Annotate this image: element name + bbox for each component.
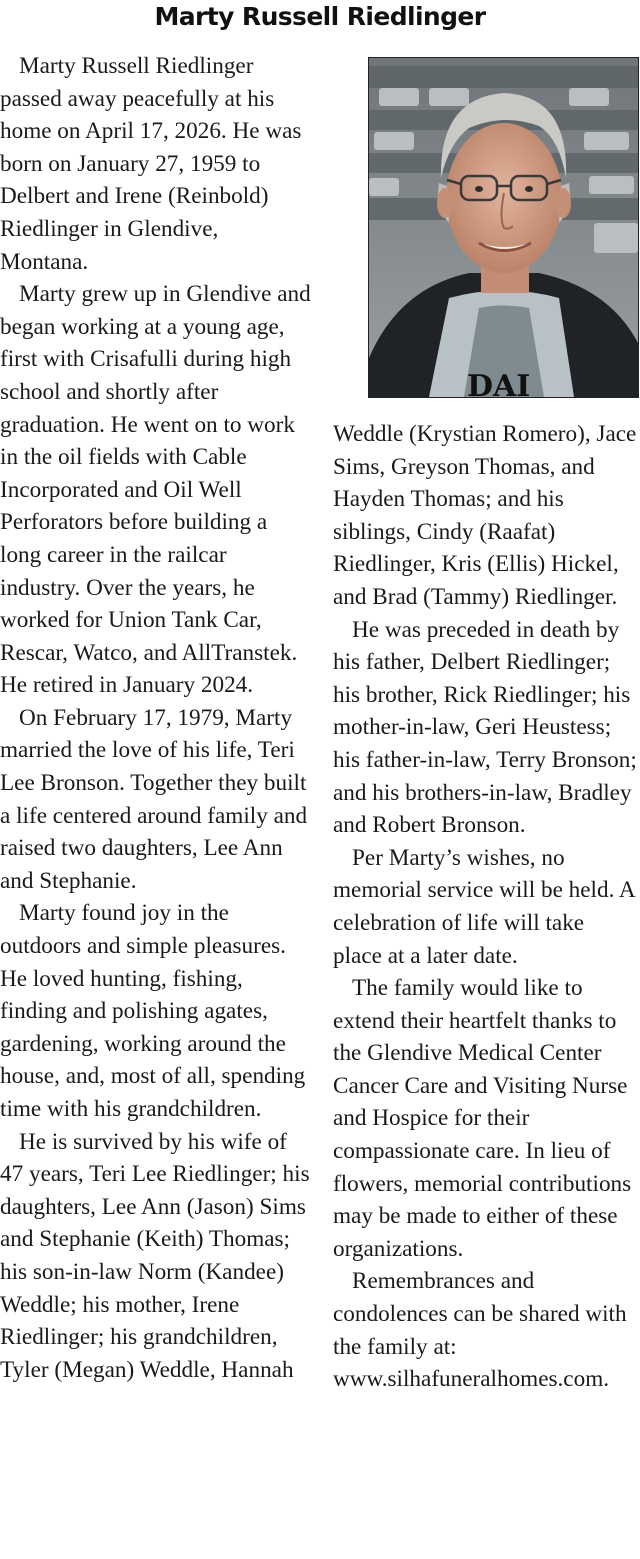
left-text-column [0, 50, 312, 1386]
paragraph-marriage: On February 17, 1979, Marty married the love of his life, Teri Lee Bronson. Together they built a life centered around family and raised two daughters, Lee Ann and Stephanie. [0, 704, 308, 894]
portrait-photo [368, 57, 639, 398]
paragraph-thanks: The family would like to extend their heartfelt thanks to the Glendive Medical Center Cancer Care and Visiting Nurse and Hospice for their compassionate care. In lieu of flowers, memorial contributions may be made to either of these organizations. [333, 975, 632, 1262]
paragraph-condolences: Remembrances and condolences can be shared with the family at: www.silhafuneralhomes.com. [333, 1268, 627, 1393]
right-text-column [333, 418, 638, 1396]
paragraph-biography: Marty Russell Riedlinger passed away peacefully at his home on April 17, 2026. He was born on January 27, 1959 to Delbert and Irene (Reinbold) Riedlinger in Glendive, Montana. [0, 53, 302, 275]
paragraph-career: Marty grew up in Glendive and began working at a young age, first with Crisafulli during high school and shortly after graduation. He went on to work in the oil fields with Cable Incorporated and Oil Well Perforators before building a long career in the railcar industry. Over the years, he worked for Union Tank Car, Rescar, Watco, and AllTranstek. He retired in January 2024. [0, 281, 311, 699]
obituary-title: Marty Russell Riedlinger [154, 2, 486, 31]
paragraph-preceded: He was preceded in death by his father, Delbert Riedlinger; his brother, Rick Riedlinger; his mother-in-law, Geri Heustess; his father-in-law, Terry Bronson; and his brothers-in-law, Bradley and Robert Bronson. [333, 616, 637, 839]
portrait-illustration [369, 58, 638, 397]
paragraph-survivors: He is survived by his wife of 47 years, Teri Lee Riedlinger; his daughters, Lee Ann (Jason) Sims and Stephanie (Keith) Thomas; his son-in-law Norm (Kandee) Weddle; his mother, Irene Riedlinger; his grandchildren, Tyler (Megan) Weddle, Hannah [0, 1128, 310, 1383]
paragraph-service: Per Marty’s wishes, no memorial service will be held. A celebration of life will take place at a later date. [333, 844, 635, 969]
paragraph-hobbies: Marty found joy in the outdoors and simple pleasures. He loved hunting, fishing, finding and polishing agates, gardening, working around the house, and, most of all, spending time with his grandchildren. [0, 900, 306, 1122]
svg-text:DAI: DAI [467, 369, 531, 397]
paragraph-survivors-continued: Weddle (Krystian Romero), Jace Sims, Greyson Thomas, and Hayden Thomas; and his siblings, Cindy (Raafat) Riedlinger, Kris (Ellis) Hickel, and Brad (Tammy) Riedlinger. [333, 421, 637, 610]
